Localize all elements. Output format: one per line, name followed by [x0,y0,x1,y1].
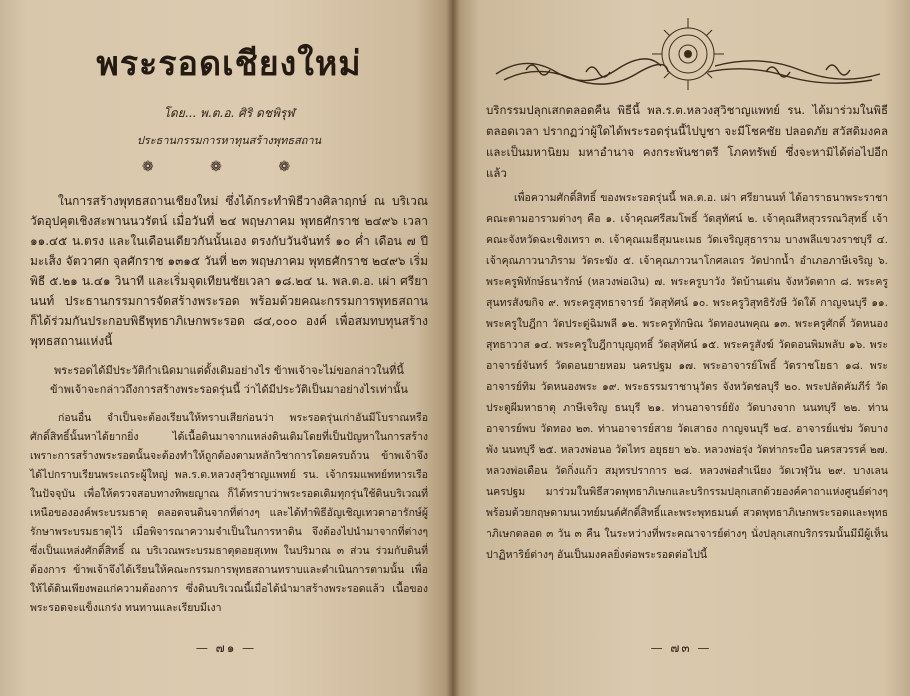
ornament-row: ❁ ❁ ❁ [141,159,317,175]
intro-paragraph: ในการสร้างพุทธสถานเชียงใหม่ ซึ่งได้กระทำพิธีวางศิลาฤกษ์ ณ บริเวณวัดอุปคุตเชิงสะพานนวรัตน์ เมื่อวันที่ ๒๔ พฤษภาคม พุทธศักราช ๒๔๙๖ เวลา ๑๑.๔๕ น.ตรง และในเดือนเดียวกันนั้นเอง ตรงกับวันจันทร์ ๑๐ ค่ำ เดือน ๗ ปีมะเส็ง จัตวาศก จุลศักราช ๑๓๑๕ วันที่ ๒๓ พฤษภาคม พุทธศักราช ๒๔๙๖ เริ่มพิธี ๕.๒๑ น.๔๑ วินาที และเริ่มจุดเทียนชัยเวลา ๑๘.๒๔ น. พล.ต.อ. เผ่า ศรียานนท์ ประธานกรรมการจัดสร้างพระรอด พร้อมด้วยคณะกรรมการพุทธสถานก็ได้ร่วมกันประกอบพิธีพุทธาภิเษกพระรอด ๘๔,๐๐๐ องค์ เพื่อสมทบทุนสร้างพุทธสถานแห่งนี้ [30,194,428,348]
body-paragraph: ก่อนอื่น จำเป็นจะต้องเรียนให้ทราบเสียก่อนว่า พระรอดรุ่นเก่าอันมีโบราณหรือศักดิ์สิทธิ์นั้นหาได้ยากยิ่ง ได้เนื้อดินมาจากแหล่งดินเดิมโดยที่เป็นปัญหาในการสร้าง เพราะการสร้างพระรอดนั้นจะต้องทำให้ถูกต้องตามหลักวิชาการโดยครบถ้วน ข้าพเจ้าจึงได้ไปกราบเรียนพระเถระผู้ใหญ่ พล.ร.ต.หลวงสุวิชาญแพทย์ รน. เจ้ากรมแพทย์ทหารเรือในปัจจุบัน เพื่อให้ตรวจสอบทางทิพยญาณ ก็ได้ทราบว่าพระรอดเดิมทุกรุ่นใช้ดินบริเวณที่เหนือขององค์พระบรมธาตุ ตลอดจนดินจากที่ต่างๆ และได้ทำพิธีอัญเชิญเทวดาอารักษ์ผู้รักษาพระบรมธาตุไว้ เมื่อพิจารณาความจำเป็นในการหาดิน จึงต้องไปนำมาจากที่ต่างๆ ซึ่งเป็นแหล่งศักดิ์สิทธิ์ ณ บริเวณพระบรมธาตุดอยสุเทพ ในปริมาณ ๓ ส่วน ร่วมกับดินที่ต้องการ ข้าพเจ้าจึงได้เรียนให้คณะกรรมการพุทธสถานทราบและดำเนินการตามนั้น เพื่อให้ได้ดินเพียงพอแก่ความต้องการ ซึ่งดินบริเวณนี้เมื่อได้นำมาสร้างพระรอดแล้ว เนื้อของพระรอดจะแข็งแกร่ง ทนทานและเรียบมีเงา [30,412,428,614]
right-page [452,0,910,696]
continuation-paragraph: บริกรรมปลุกเสกตลอดคืน พิธีนี้ พล.ร.ต.หลวงสุวิชาญแพทย์ รน. ได้มาร่วมในพิธีตลอดเวลา ปรากฏว่าผู้ใดได้พระรอดรุ่นนี้ไปบูชา จะมีโชคชัย ปลอดภัย สวัสดิมงคล และเป็นมหานิยม มหาอำนาจ คงกระพันชาตรี โภคทรัพย์ ซึ่งจะหามิได้ต่อไปอีกแล้ว [486,103,888,180]
page-number-left: — ๗๑ — [195,641,257,655]
left-page [0,0,452,696]
right-page-text [486,100,888,566]
monks-list-paragraph: เพื่อความศักดิ์สิทธิ์ ของพระรอดรุ่นนี้ พล.ต.อ. เผ่า ศรียานนท์ ได้อาราธนาพระราชาคณะตามอารามต่างๆ คือ ๑. เจ้าคุณศรีสมโพธิ์ วัดสุทัศน์ ๒. เจ้าคุณสีหสุวรรณวิสุทธิ์ เจ้าคณะจังหวัดฉะเชิงเทรา ๓. เจ้าคุณเมธีสุมนะเมธ วัดเจริญสุธาราม บางพลีแขวงราชบุรี ๔. เจ้าคุณภาวนาภิราม วัดระฆัง ๕. เจ้าคุณภาวนาโกศลเถร วัดปากน้ำ อำเภอภาษีเจริญ ๖. พระครูพิทักษ์ธนารักษ์ (หลวงพ่อเงิน) ๗. พระครูบาวัง วัดบ้านเด่น จังหวัดตาก ๘. พระครูสุนทรสังฆกิจ ๙. พระครูสุทธาจารย์ วัดสุทัศน์ ๑๐. พระครูวิสุทธิรังษี วัดใต้ กาญจนบุรี ๑๑. พระครูใบฎีกา วัดประดู่ฉิมพลี ๑๒. พระครูทักษิณ วัดทองนพคุณ ๑๓. พระครูศักดิ์ วัดหนองสุทธาวาส ๑๔. พระครูใบฎีกาบุญฤทธิ์ วัดสุทัศน์ ๑๕. พระครูสังฆ์ วัดดอนพิมพลับ ๑๖. พระอาจารย์จันทร์ วัดดอนยายหอม นครปฐม ๑๗. พระอาจารย์โพธิ์ วัดราชโยธา ๑๘. พระอาจารย์ทิม วัดหนองพระ ๑๙. พระธรรมราชานุวัตร จังหวัดชลบุรี ๒๐. พระปลัดคัมภีร์ วัดประตูผีมหาธาตุ ภาษีเจริญ ธนบุรี ๒๑. ท่านอาจารย์ยัง วัดบางจาก นนทบุรี ๒๒. ท่านอาจารย์พบ วัดทอง ๒๓. ท่านอาจารย์สาย วัดเสาธง กาญจนบุรี ๒๔. อาจารย์แช่ม วัดบางพัง นนทบุรี ๒๕. หลวงพ่อนอ วัดไทร อยุธยา ๒๖. หลวงพ่อรุ่ง วัดท่ากระบือ นครสวรรค์ ๒๗. หลวงพ่อเดือน วัดกิ่งแก้ว สมุทรปราการ ๒๘. หลวงพ่อสำเนียง วัดเวฬุวัน ๒๙. บางเลน นครปฐม มาร่วมในพิธีสวดพุทธาภิเษกและบริกรรมปลุกเสกด้วยองค์คาถาแห่งศูนย์ต่างๆ พร้อมด้วยกฤษดามนเวทย์มนต์ศักดิ์สิทธิ์และพระพุทธมนต์ สวดพุทธาภิเษกพระรอดและพุทธาภิเษกตลอด ๓ วัน ๓ คืน ในระหว่างที่พระคณาจารย์ต่างๆ นั่งปลุกเสกบริกรรมนั้นมีมีผู้เห็นปาฏิหาริย์ต่างๆ อันเป็นมงคลยิ่งต่อพระรอดต่อไปนี้ [486,192,888,561]
quote-line: ข้าพเจ้าจะกล่าวถึงการสร้างพระรอดรุ่นนี้ ว่าได้มีประวัติเป็นมาอย่างไรเท่านั้น [50,383,408,396]
quote-block [30,361,428,399]
author-role: ประธานกรรมการหาทุนสร้างพุทธสถาน [136,134,322,147]
decorative-header-ornament [486,14,890,96]
quote-line: พระรอดได้มีประวัติกำเนิดมาแต่ดั้งเดิมอย่างไร ข้าพเจ้าจะไม่ขอกล่าวในที่นี้ [54,364,404,377]
author-byline: โดย... พ.ต.อ. ศิริ ดชพิรุฬ [163,106,295,120]
article-title: พระรอดเชียงใหม่ [96,44,362,84]
page-number-right: — ๗๓ — [650,641,712,655]
